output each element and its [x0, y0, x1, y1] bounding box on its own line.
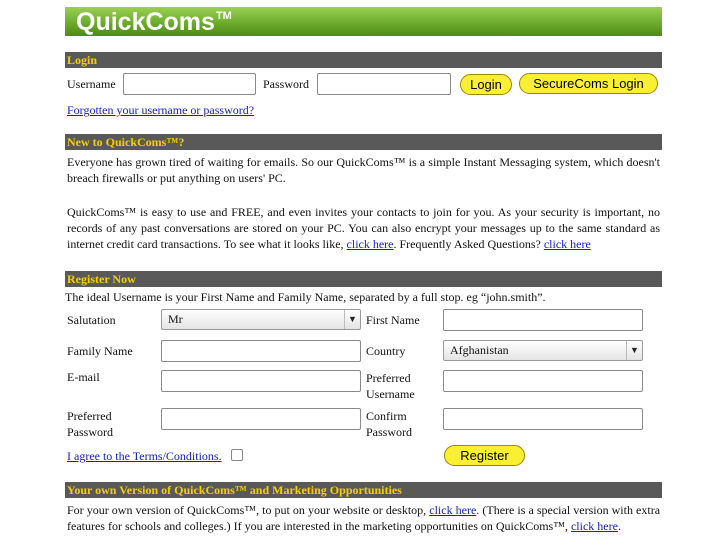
- register-button[interactable]: Register: [444, 445, 525, 466]
- terms-checkbox[interactable]: [231, 449, 243, 461]
- email-label: E-mail: [67, 370, 100, 384]
- password-label: Password: [263, 77, 310, 91]
- family-name-input[interactable]: [161, 340, 361, 362]
- demo-link[interactable]: click here: [346, 237, 394, 251]
- marketing-paragraph: For your own version of QuickComs™, to put on your website or desktop, click here. (There is a special version with extra features for schools and colleges.) If you are interested in the marketing opportunities on QuickComs™, click here.: [67, 503, 661, 533]
- own-version-link[interactable]: click here: [429, 503, 477, 517]
- chevron-down-icon: ▼: [344, 310, 360, 329]
- username-hint: The ideal Username is your First Name and Family Name, separated by a full stop. eg “john.smith”.: [65, 290, 546, 304]
- marketing-link[interactable]: click here: [570, 519, 618, 533]
- marketing-section-header: Your own Version of QuickComs™ and Marketing Opportunities: [65, 482, 662, 498]
- username-input[interactable]: [123, 73, 256, 95]
- intro-paragraph-1: Everyone has grown tired of waiting for emails. So our QuickComs™ is a simple Instant Messaging system, which doesn't breach firewalls or put anything on users' PC.: [67, 155, 660, 185]
- preferred-password-input[interactable]: [161, 408, 361, 430]
- first-name-input[interactable]: [443, 309, 643, 331]
- register-section-header: Register Now: [65, 271, 662, 287]
- preferred-username-input[interactable]: [443, 370, 643, 392]
- intro-section-header: New to QuickComs™?: [65, 134, 662, 150]
- preferred-password-label: Preferred Password: [67, 409, 114, 439]
- header-banner: [65, 7, 662, 36]
- login-button[interactable]: Login: [460, 74, 512, 95]
- logo: QuickComs™: [76, 8, 232, 36]
- country-label: Country: [366, 344, 406, 358]
- preferred-username-label: Preferred Username: [366, 371, 415, 401]
- chevron-down-icon: ▼: [626, 341, 642, 360]
- first-name-label: First Name: [366, 313, 420, 327]
- securecoms-login-button[interactable]: SecureComs Login: [519, 73, 658, 94]
- salutation-label: Salutation: [67, 313, 116, 327]
- salutation-select[interactable]: Mr ▼: [161, 309, 361, 330]
- password-input[interactable]: [317, 73, 451, 95]
- faq-link[interactable]: click here: [543, 237, 591, 251]
- login-section-header: Login: [65, 52, 662, 68]
- family-name-label: Family Name: [67, 344, 133, 358]
- intro-paragraph-2: QuickComs™ is easy to use and FREE, and even invites your contacts to join for you. As your security is important, no records of any past conversations are stored on your PC. You can also encrypt your messages up to the same standard as internet credit card transactions. To see what it looks like, click here. Frequently Asked Questions? click here: [67, 205, 660, 251]
- forgot-password-link[interactable]: Forgotten your username or password?: [67, 103, 255, 117]
- username-label: Username: [67, 77, 116, 91]
- email-input[interactable]: [161, 370, 361, 392]
- confirm-password-label: Confirm Password: [366, 409, 413, 439]
- confirm-password-input[interactable]: [443, 408, 643, 430]
- country-select[interactable]: Afghanistan ▼: [443, 340, 643, 361]
- terms-link[interactable]: I agree to the Terms/Conditions.: [67, 449, 222, 463]
